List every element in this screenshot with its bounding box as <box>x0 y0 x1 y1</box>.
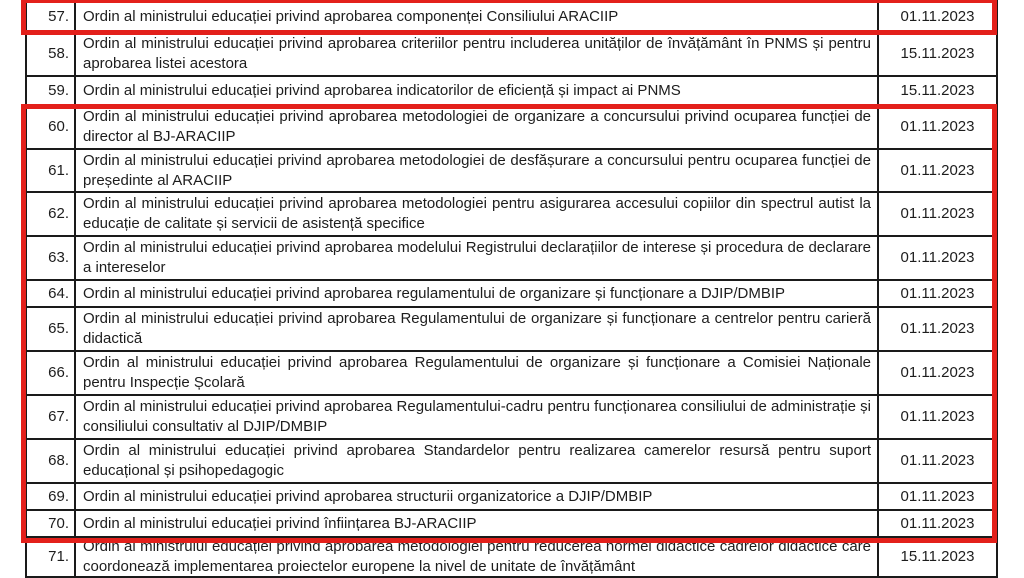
table-row <box>27 352 996 396</box>
order-date: 01.11.2023 <box>900 408 975 425</box>
order-description: Ordin al ministrului educației privind înființarea BJ-ARACIIP <box>83 514 477 532</box>
row-number: 69. <box>27 484 76 509</box>
order-date: 01.11.2023 <box>900 249 975 266</box>
row-number: 71. <box>27 538 76 576</box>
order-date: 15.11.2023 <box>900 45 975 62</box>
order-date: 01.11.2023 <box>900 487 975 505</box>
order-description-cell <box>76 150 879 191</box>
order-date: 01.11.2023 <box>900 7 975 25</box>
order-description: Ordin al ministrului educației privind aprobarea metodologiei de organizare a concursului privind ocuparea funcției de director al BJ-ARACIIP <box>83 108 871 145</box>
table-row <box>27 0 996 33</box>
order-date: 01.11.2023 <box>900 514 975 532</box>
order-description-cell <box>76 77 879 104</box>
row-number: 67. <box>27 396 76 438</box>
order-description-cell <box>76 538 879 576</box>
order-description-cell <box>76 308 879 350</box>
order-description: Ordin al ministrului educației privind aprobarea Regulamentului de organizare și funcționare a Comisiei Naționale pentru Inspecție Școlară <box>83 354 871 391</box>
order-date: 01.11.2023 <box>900 118 975 135</box>
order-description-cell <box>76 281 879 306</box>
order-description-cell <box>76 2 879 31</box>
order-description: Ordin al ministrului educației privind aprobarea componenței Consiliului ARACIIP <box>83 7 619 25</box>
order-description-cell <box>76 106 879 148</box>
row-number: 57. <box>27 2 76 31</box>
order-date: 15.11.2023 <box>900 548 975 565</box>
table-row <box>27 308 996 352</box>
order-description-cell <box>76 440 879 482</box>
order-description: Ordin al ministrului educației privind aprobarea metodologiei pentru asigurarea accesului copiilor din spectrul autist la educație de calitate și servicii de asistență specifice <box>83 195 871 232</box>
row-number: 66. <box>27 352 76 394</box>
order-date: 15.11.2023 <box>900 81 975 99</box>
order-date: 01.11.2023 <box>900 284 975 302</box>
table-row <box>27 511 996 538</box>
table-row <box>27 484 996 511</box>
order-date: 01.11.2023 <box>900 320 975 337</box>
order-description: Ordin al ministrului educației privind aprobarea Standardelor pentru realizarea camerelor resursă pentru suport educațional și psihopedagogic <box>83 442 871 479</box>
order-description-cell <box>76 511 879 536</box>
order-description-cell <box>76 33 879 75</box>
order-description: Ordin al ministrului educației privind aprobarea modelului Registrului declarațiilor de interese și procedura de declarare a intereselor <box>83 239 871 276</box>
order-description: Ordin al ministrului educației privind aprobarea indicatorilor de eficiență și impact ai PNMS <box>83 81 681 99</box>
row-number: 68. <box>27 440 76 482</box>
table-row <box>27 77 996 106</box>
order-description: Ordin al ministrului educației privind aprobarea Regulamentului de organizare și funcționare a centrelor pentru carieră didactică <box>83 310 871 347</box>
orders-table <box>25 0 998 578</box>
row-number: 65. <box>27 308 76 350</box>
order-date: 01.11.2023 <box>900 161 975 179</box>
row-number: 70. <box>27 511 76 536</box>
table-row <box>27 237 996 281</box>
order-date: 01.11.2023 <box>900 364 975 381</box>
order-description: Ordin al ministrului educației privind aprobarea metodologiei de desfășurare a concursului pentru ocuparea funcției de președinte al ARACIIP <box>83 151 871 189</box>
row-number: 60. <box>27 106 76 148</box>
order-description-cell <box>76 484 879 509</box>
order-description-cell <box>76 396 879 438</box>
order-description-cell <box>76 352 879 394</box>
order-description: Ordin al ministrului educației privind aprobarea Regulamentului-cadru pentru funcționarea consiliului de administrație și consiliului consultativ al DJIP/DMBIP <box>83 398 871 435</box>
order-description-cell <box>76 193 879 235</box>
row-number: 63. <box>27 237 76 279</box>
order-date: 01.11.2023 <box>900 205 975 222</box>
order-description: Ordin al ministrului educației privind aprobarea metodologiei pentru reducerea normei didactice cadrelor didactice care coordonează implementarea proiectelor europene la nivel de unitate de învățământ <box>83 538 871 575</box>
row-number: 59. <box>27 77 76 104</box>
table-row <box>27 538 996 578</box>
row-number: 58. <box>27 33 76 75</box>
table-row <box>27 106 996 150</box>
table-row <box>27 193 996 237</box>
table-row <box>27 440 996 484</box>
table-row <box>27 281 996 308</box>
table-row <box>27 150 996 193</box>
table-row <box>27 396 996 440</box>
order-description-cell <box>76 237 879 279</box>
order-description: Ordin al ministrului educației privind aprobarea structurii organizatorice a DJIP/DMBIP <box>83 487 653 505</box>
row-number: 61. <box>27 150 76 191</box>
row-number: 64. <box>27 281 76 306</box>
table-row <box>27 33 996 77</box>
row-number: 62. <box>27 193 76 235</box>
order-description: Ordin al ministrului educației privind aprobarea regulamentului de organizare și funcționare a DJIP/DMBIP <box>83 284 786 302</box>
order-date: 01.11.2023 <box>900 452 975 469</box>
order-description: Ordin al ministrului educației privind aprobarea criteriilor pentru includerea unităților de învățământ în PNMS și pentru aprobarea listei acestora <box>83 35 871 72</box>
